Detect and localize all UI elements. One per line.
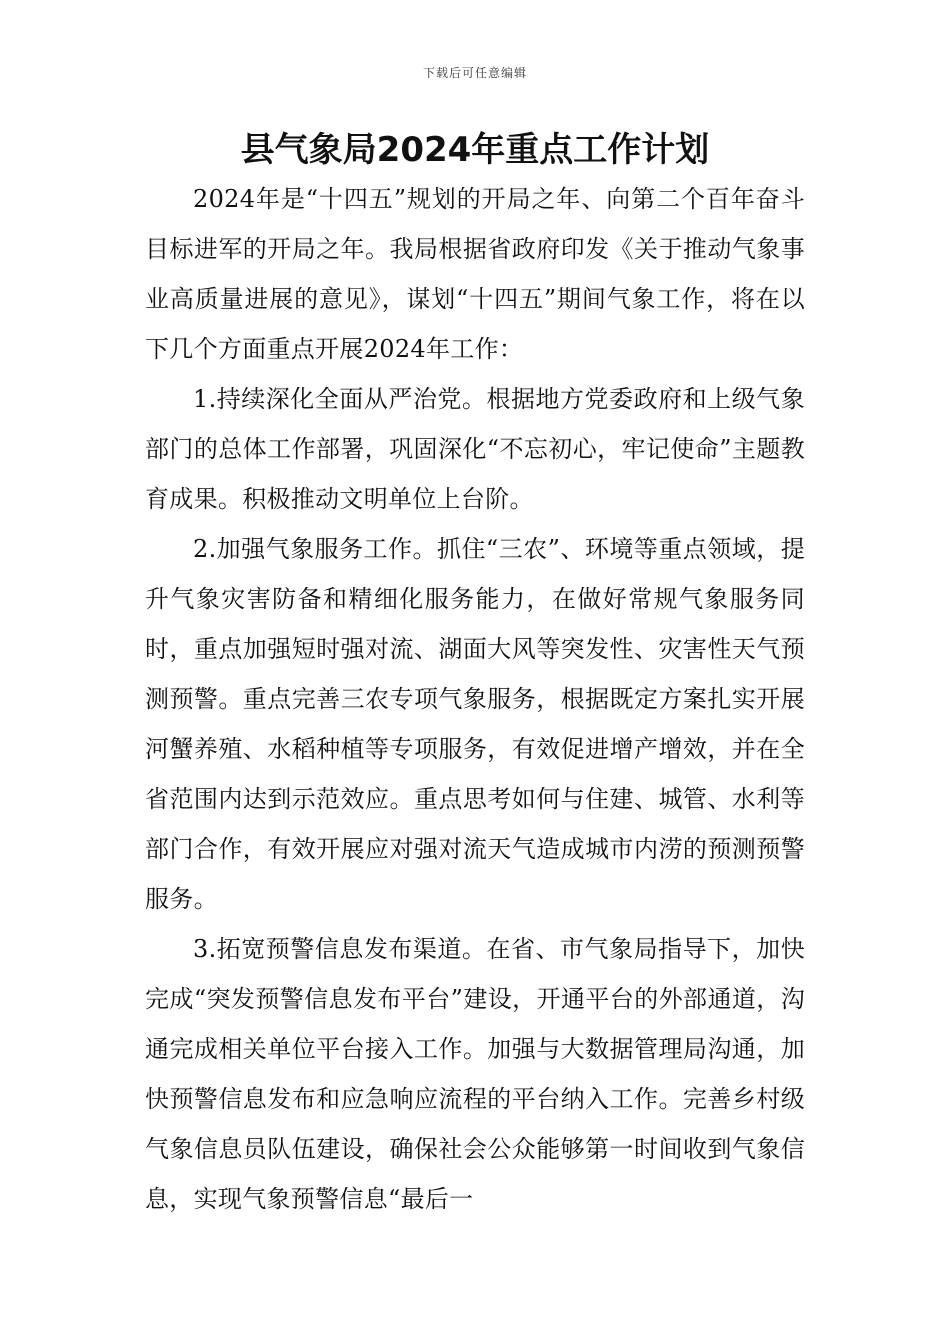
paragraph-item-3: 3.拓宽预警信息发布渠道。在省、市气象局指导下，加快完成“突发预警信息发布平台”建设，开通平台的外部通道，沟通完成相关单位平台接入工作。加强与大数据管理局沟通，加快预警信息发布和应急响应流程的平台纳入工作。完善乡村级气象信息员队伍建设，确保社会公众能够第一时间收到气象信息，实现气象预警信息“最后一 (145, 935, 805, 1213)
paragraph-item-1: 1.持续深化全面从严治党。根据地方党委政府和上级气象部门的总体工作部署，巩固深化“不忘初心，牢记使命”主题教育成果。积极推动文明单位上台阶。 (145, 385, 805, 513)
paragraph-intro: 2024年是“十四五”规划的开局之年、向第二个百年奋斗目标进军的开局之年。我局根据省政府印发《关于推动气象事业高质量进展的意见》，谋划“十四五”期间气象工作，将在以下几个方面重点开展2024年工作： (145, 185, 805, 363)
document-body (145, 174, 805, 1224)
document-title: 县气象局2024年重点工作计划 (240, 130, 710, 170)
paragraph-item-2: 2.加强气象服务工作。抓住“三农”、环境等重点领域，提升气象灾害防备和精细化服务能力，在做好常规气象服务同时，重点加强短时强对流、湖面大风等突发性、灾害性天气预测预警。重点完善三农专项气象服务，根据既定方案扎实开展河蟹养殖、水稻种植等专项服务，有效促进增产增效，并在全省范围内达到示范效应。重点思考如何与住建、城管、水利等部门合作，有效开展应对强对流天气造成城市内涝的预测预警服务。 (145, 535, 805, 913)
header-note: 下载后可任意编辑 (422, 66, 527, 80)
